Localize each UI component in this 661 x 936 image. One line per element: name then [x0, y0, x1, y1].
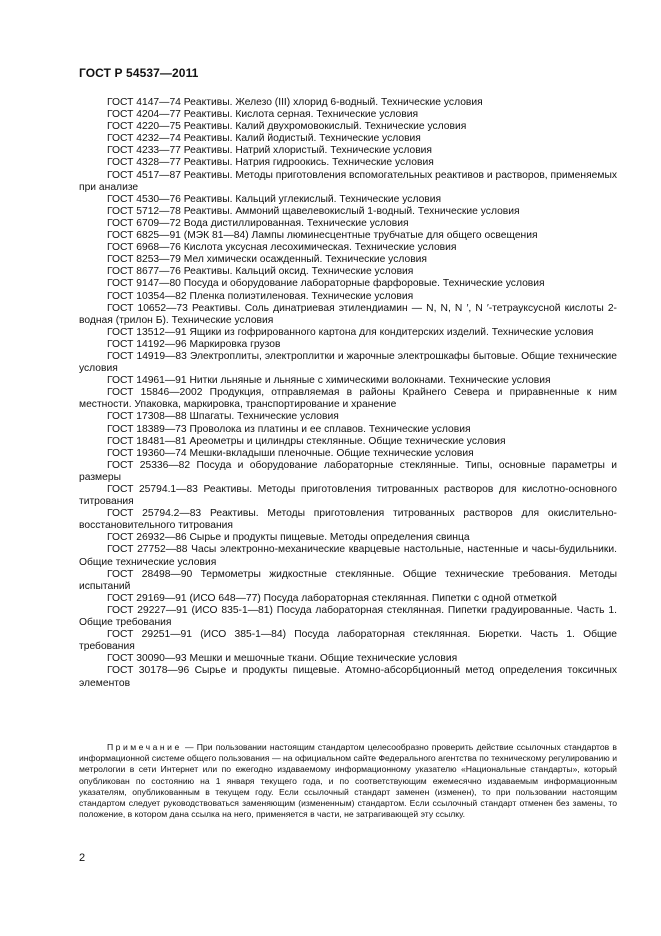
reference-item: ГОСТ 19360—74 Мешки-вкладыши пленочные. Общие технические условия: [107, 447, 474, 459]
note-block: [79, 742, 617, 820]
document-header: ГОСТ Р 54537—2011: [79, 66, 199, 80]
reference-item: ГОСТ 18481—81 Ареометры и цилиндры стеклянные. Общие технические условия: [107, 435, 506, 447]
reference-item: ГОСТ 28498—90 Термометры жидкостные стеклянные. Общие технические требования. Методы испытаний: [79, 568, 617, 592]
reference-item: ГОСТ 14192—96 Маркировка грузов: [107, 338, 281, 350]
reference-item: ГОСТ 4530—76 Реактивы. Кальций углекислый. Технические условия: [107, 193, 442, 205]
reference-item: ГОСТ 17308—88 Шпагаты. Технические условия: [107, 411, 339, 423]
reference-item: ГОСТ 14961—91 Нитки льняные и льняные с химическими волокнами. Технические условия: [107, 375, 551, 387]
reference-item: ГОСТ 5712—78 Реактивы. Аммоний щавелевокислый 1-водный. Технические условия: [107, 205, 520, 217]
reference-item: ГОСТ 9147—80 Посуда и оборудование лабораторные фарфоровые. Технические условия: [107, 278, 545, 290]
reference-item: ГОСТ 18389—73 Проволока из платины и ее сплавов. Технические условия: [107, 423, 471, 435]
note-text: — При пользовании настоящим стандартом целесообразно проверить действие ссылочных стандартов в информационной системе общего пользования — на официальном сайте Федерального агентства по техническому регулированию и метрологии в сети Интернет или по ежегодно издаваемому информационному указателю «Национальные стандарты», который опубликован по состоянию на 1 января текущего года, и по соответствующим ежемесячно издаваемым информационным указателям, опубликованным в текущем году. Если ссылочный стандарт заменен (изменен), то при пользовании настоящим стандартом следует руководствоваться заменяющим (измененным) стандартом. Если ссылочный стандарт отменен без замены, то положение, в котором дана ссылка на него, применяется в части, не затрагивающей эту ссылку.: [79, 742, 617, 820]
reference-item: ГОСТ 10354—82 Пленка полиэтиленовая. Технические условия: [107, 290, 414, 302]
references-list: [79, 97, 617, 690]
reference-item: ГОСТ 10652—73 Реактивы. Соль динатриевая этилендиамин — N, N, N ′, N ′-тетрауксусной кислоты 2-водная (трилон Б). Технические условия: [79, 302, 617, 326]
reference-item: ГОСТ 4220—75 Реактивы. Калий двухромовокислый. Технические условия: [107, 121, 467, 133]
page-number: 2: [79, 852, 86, 864]
reference-item: ГОСТ 4517—87 Реактивы. Методы приготовления вспомогательных реактивов и растворов, применяемых при анализе: [79, 169, 617, 193]
reference-item: ГОСТ 6968—76 Кислота уксусная лесохимическая. Технические условия: [107, 242, 457, 254]
reference-item: ГОСТ 30178—96 Сырье и продукты пищевые. Атомно-абсорбционный метод определения токсичных элементов: [79, 665, 617, 689]
reference-item: ГОСТ 4147—74 Реактивы. Железо (III) хлорид 6-водный. Технические условия: [107, 97, 483, 108]
reference-item: ГОСТ 8253—79 Мел химически осажденный. Технические условия: [107, 254, 427, 266]
note-label: Примечание: [107, 742, 182, 752]
reference-item: ГОСТ 25794.1—83 Реактивы. Методы приготовления титрованных растворов для кислотно-основного титрования: [79, 484, 617, 508]
reference-item: ГОСТ 8677—76 Реактивы. Кальций оксид. Технические условия: [107, 266, 414, 278]
reference-item: ГОСТ 25794.2—83 Реактивы. Методы приготовления титрованных растворов для окислительно-восстановительного титрования: [79, 508, 617, 532]
reference-item: ГОСТ 30090—93 Мешки и мешочные ткани. Общие технические условия: [107, 653, 458, 665]
reference-item: ГОСТ 29251—91 (ИСО 385-1—84) Посуда лабораторная стеклянная. Бюретки. Часть 1. Общие требования: [79, 629, 617, 653]
reference-item: ГОСТ 6825—91 (МЭК 81—84) Лампы люминесцентные трубчатые для общего освещения: [107, 230, 538, 242]
reference-item: ГОСТ 15846—2002 Продукция, отправляемая в районы Крайнего Севера и приравненные к ним местности. Упаковка, маркировка, транспортирование и хранение: [79, 387, 617, 411]
reference-item: ГОСТ 25336—82 Посуда и оборудование лабораторные стеклянные. Типы, основные параметры и размеры: [79, 459, 617, 483]
reference-item: ГОСТ 4232—74 Реактивы. Калий йодистый. Технические условия: [107, 133, 421, 145]
reference-item: ГОСТ 14919—83 Электроплиты, электроплитки и жарочные электрошкафы бытовые. Общие технические условия: [79, 350, 617, 375]
reference-item: ГОСТ 29169—91 (ИСО 648—77) Посуда лабораторная стеклянная. Пипетки с одной отметкой: [107, 592, 557, 604]
reference-item: ГОСТ 29227—91 (ИСО 835-1—81) Посуда лабораторная стеклянная. Пипетки градуированные. Часть 1. Общие требования: [79, 604, 617, 629]
reference-item: ГОСТ 13512—91 Ящики из гофрированного картона для кондитерских изделий. Технические условия: [107, 326, 594, 338]
reference-item: ГОСТ 4233—77 Реактивы. Натрий хлористый. Технические условия: [107, 145, 432, 157]
reference-item: ГОСТ 6709—72 Вода дистиллированная. Технические условия: [107, 217, 409, 229]
reference-item: ГОСТ 4204—77 Реактивы. Кислота серная. Технические условия: [107, 109, 419, 121]
reference-item: ГОСТ 27752—88 Часы электронно-механические кварцевые настольные, настенные и часы-будильники. Общие технические условия: [79, 544, 617, 568]
reference-item: ГОСТ 4328—77 Реактивы. Натрия гидроокись. Технические условия: [107, 157, 434, 169]
reference-item: ГОСТ 26932—86 Сырье и продукты пищевые. Методы определения свинца: [107, 532, 470, 544]
